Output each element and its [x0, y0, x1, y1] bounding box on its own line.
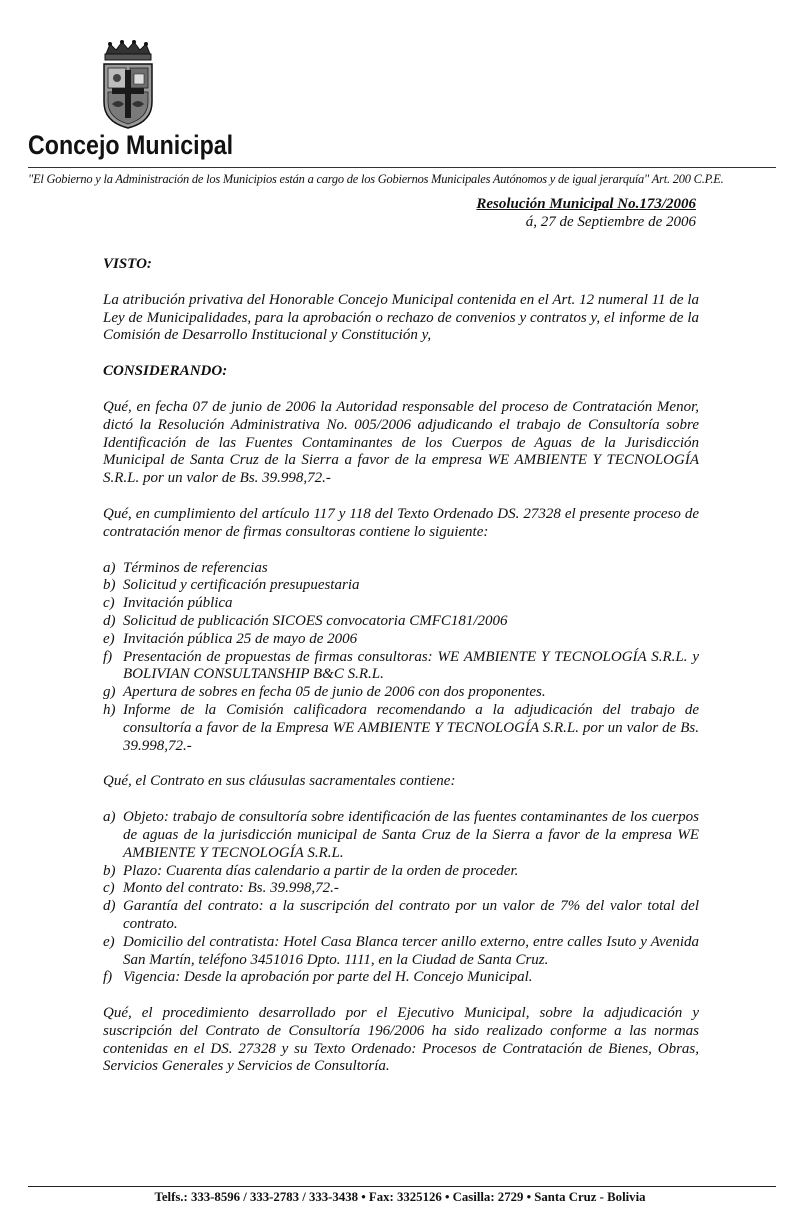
considerando-paragraph-4: Qué, el procedimiento desarrollado por el Ejecutivo Municipal, sobre la adjudicación y suscripción del Contrato de Consultoría 196/2006 ha sido realizado conforme a las normas contenidas en el DS. 27328 y su Texto Ordenado: Procesos de Contratación de Bienes, Obras, Servicios Generales y Servicios de Consultoría.: [103, 1005, 699, 1075]
contract-clauses-list: [103, 809, 699, 987]
list-item: c) Monto del contrato: Bs. 39.998,72.-: [103, 880, 339, 897]
list-item: d) Solicitud de publicación SICOES convocatoria CMFC181/2006: [103, 612, 508, 629]
list-item: g) Apertura de sobres en fecha 05 de junio de 2006 con dos proponentes.: [103, 684, 546, 701]
coat-of-arms-icon: [98, 40, 158, 130]
footer-divider: [28, 1186, 776, 1187]
header-motto: "El Gobierno y la Administración de los Municipios están a cargo de los Gobiernos Municipales Autónomos y de igual jerarquía" Art. 200 C.P.E.: [28, 172, 724, 186]
list-item: a) Términos de referencias: [103, 559, 268, 576]
requirements-list: [103, 560, 699, 756]
list-item: h) Informe de la Comisión calificadora recomendando a la adjudicación del trabajo de consultoría a favor de la Empresa WE AMBIENTE Y TECNOLOGÍA S.R.L. por un valor de Bs. 39.998,72.-: [103, 701, 699, 754]
list-item: b) Solicitud y certificación presupuestaria: [103, 577, 360, 594]
section-heading-visto: VISTO:: [103, 256, 152, 272]
footer-contact: Telfs.: 333-8596 / 333-2783 / 333-3438 • Fax: 3325126 • Casilla: 2729 • Santa Cruz - Bolivia: [154, 1190, 646, 1204]
visto-paragraph: La atribución privativa del Honorable Concejo Municipal contenida en el Art. 12 numeral 11 de la Ley de Municipalidades, para la aprobación o rechazo de convenios y contratos y, el informe de la Comisión de Desarrollo Institucional y Constitución y,: [103, 291, 699, 344]
list-item: e) Domicilio del contratista: Hotel Casa Blanca tercer anillo externo, entre calles Isuto y Avenida San Martín, teléfono 3451016 Dpto. 1111, en la Ciudad de Santa Cruz.: [103, 933, 699, 968]
list-item: b) Plazo: Cuarenta días calendario a partir de la orden de proceder.: [103, 862, 519, 879]
header-divider: [28, 167, 776, 168]
resolution-number: Resolución Municipal No.173/2006: [476, 196, 696, 212]
considerando-paragraph-1: Qué, en fecha 07 de junio de 2006 la Autoridad responsable del proceso de Contratación Menor, dictó la Resolución Administrativa No. 005/2006 adjudicando el trabajo de Consultoría sobre Identificación de las Fuentes Contaminantes de los Cuerpos de Aguas de la Jurisdicción Municipal de Santa Cruz de la Sierra a favor de la empresa WE AMBIENTE Y TECNOLOGÍA S.R.L. por un valor de Bs. 39.998,72.-: [103, 398, 699, 487]
list-item: e) Invitación pública 25 de mayo de 2006: [103, 630, 358, 647]
considerando-paragraph-3: Qué, el Contrato en sus cláusulas sacramentales contiene:: [103, 773, 456, 790]
list-item: d) Garantía del contrato: a la suscripción del contrato por un valor de 7% del valor total del contrato.: [103, 898, 699, 932]
resolution-date: á, 27 de Septiembre de 2006: [525, 214, 696, 230]
list-item: f) Vigencia: Desde la aprobación por parte del H. Concejo Municipal.: [103, 969, 533, 986]
list-item: f) Presentación de propuestas de firmas consultoras: WE AMBIENTE Y TECNOLOGÍA S.R.L. y BOLIVIAN CONSULTANSHIP B&C S.R.L.: [103, 648, 699, 683]
list-item: c) Invitación pública: [103, 595, 233, 612]
considerando-paragraph-2: Qué, en cumplimiento del artículo 117 y 118 del Texto Ordenado DS. 27328 el presente proceso de contratación menor de firmas consultoras contiene lo siguiente:: [103, 505, 699, 540]
organization-name: Concejo Municipal: [28, 130, 234, 160]
section-heading-considerando: CONSIDERANDO:: [103, 363, 228, 380]
document-body: [103, 256, 699, 1076]
list-item: a) Objeto: trabajo de consultoría sobre identificación de las fuentes contaminantes de los cuerpos de aguas de la jurisdicción municipal de Santa Cruz de la Sierra a favor de la empresa WE AMBIENTE Y TECNOLOGÍA S.R.L.: [103, 809, 699, 861]
